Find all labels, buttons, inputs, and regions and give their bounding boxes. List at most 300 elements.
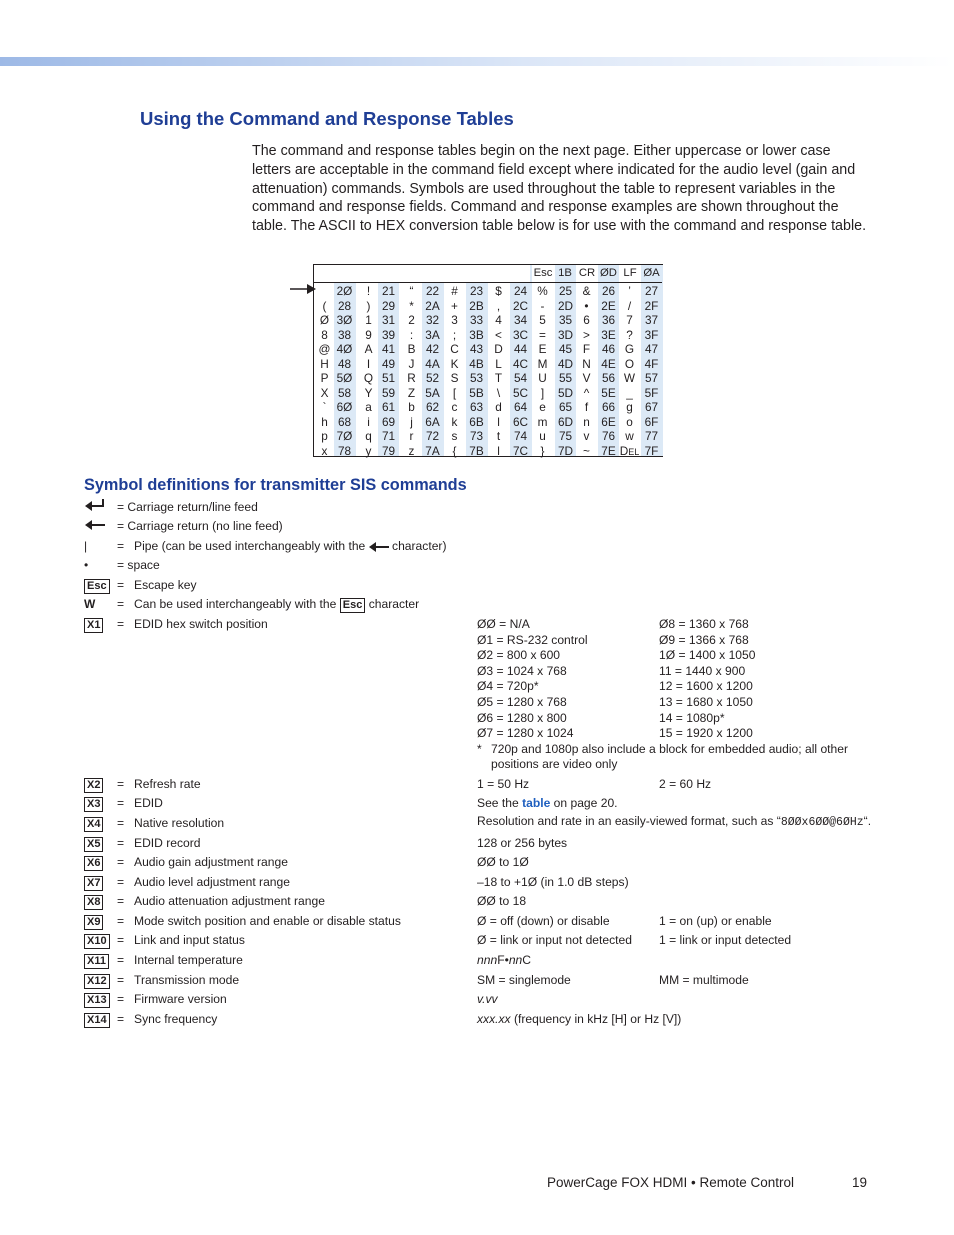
edid-position-item: Ø1 = RS-232 control (477, 632, 588, 647)
ascii-char-cell: S (450, 371, 459, 385)
variable-key-x14: X14 (84, 1012, 110, 1028)
ascii-hex-cell: 54 (513, 371, 528, 385)
ascii-hex-cell: 4Ø (336, 342, 353, 356)
ascii-hex-cell: 3C (512, 327, 529, 342)
ascii-char-cell: H (320, 356, 329, 371)
ascii-char-cell: 2 (408, 313, 415, 327)
variable-value-x14: xxx.xx (frequency in kHz [H] or Hz [V]) (477, 1012, 682, 1026)
ascii-char-cell: < (495, 327, 502, 342)
ascii-char-cell: \ (496, 385, 501, 400)
ascii-char-cell: b (408, 400, 415, 414)
edid-position-item: Ø7 = 1280 x 1024 (477, 726, 574, 741)
ascii-hex-cell: 77 (644, 429, 659, 443)
ascii-char-cell: Q (363, 371, 374, 385)
return-linefeed-icon (85, 499, 105, 511)
ascii-hex-cell: 7C (512, 443, 529, 458)
symbol-pipe-eq: = (117, 539, 125, 553)
ascii-char-cell: t (496, 429, 501, 443)
ascii-char-cell: _ (626, 385, 633, 400)
variable-value-x5: 128 or 256 bytes (477, 836, 568, 850)
variable-key-x3: X3 (84, 796, 103, 812)
ascii-hex-cell: 22 (425, 284, 440, 298)
ascii-char-cell: { (452, 443, 457, 458)
ascii-char-cell: M (537, 356, 548, 371)
ascii-hex-cell: 51 (381, 371, 396, 385)
variable-key-x8: X8 (84, 894, 103, 910)
section-heading: Using the Command and Response Tables (140, 108, 514, 129)
ascii-hex-cell: 55 (558, 371, 573, 385)
ascii-char-cell: @ (318, 342, 331, 356)
variable-desc-x9: Mode switch position and enable or disable status (134, 914, 401, 928)
return-no-linefeed-icon (85, 520, 105, 530)
ascii-char-cell: 1 (365, 313, 372, 327)
ascii-char-cell: d (495, 400, 502, 414)
ascii-hex-cell: 59 (381, 385, 396, 400)
ascii-hex-cell: 68 (337, 414, 352, 429)
ascii-char-cell: : (409, 327, 414, 342)
ascii-hex-cell: 3E (601, 327, 616, 342)
ascii-hex-cell: 3A (425, 327, 440, 342)
variable-desc-x14: Sync frequency (134, 1012, 218, 1026)
ascii-hex-cell: 31 (381, 313, 396, 327)
ascii-char-cell: D (494, 342, 503, 356)
ascii-header-cell: 1B (558, 267, 572, 279)
variable-key-x6: X6 (84, 855, 103, 871)
ascii-char-cell: ? (626, 327, 633, 342)
variable-value-x11: nnnF•nnC (477, 953, 531, 967)
ascii-hex-cell: 5A (425, 385, 440, 400)
variable-desc-x12: Transmission mode (134, 973, 240, 987)
ascii-hex-cell: 38 (337, 327, 352, 342)
ascii-char-cell: > (583, 327, 590, 342)
ascii-hex-cell: 41 (381, 342, 396, 356)
ascii-hex-cell: 45 (558, 342, 573, 356)
ascii-hex-cell: 52 (425, 371, 440, 385)
ascii-char-cell: - (540, 298, 545, 313)
ascii-char-cell: p (321, 429, 328, 443)
ascii-header-cell: LF (623, 267, 637, 279)
edid-note-mark: * (477, 742, 482, 756)
ascii-char-cell: “ (409, 284, 414, 298)
ascii-char-cell: U (538, 371, 547, 385)
ascii-hex-cell: 72 (425, 429, 440, 443)
edid-position-item: Ø3 = 1024 x 768 (477, 663, 567, 678)
ascii-hex-cell: 5C (512, 385, 529, 400)
ascii-hex-cell: 27 (644, 284, 659, 298)
ascii-hex-cell: 67 (644, 400, 659, 414)
ascii-hex-cell: 6C (512, 414, 529, 429)
ascii-hex-cell: 53 (469, 371, 484, 385)
ascii-char-cell: K (450, 356, 459, 371)
ascii-char-cell: ’ (628, 284, 631, 298)
edid-position-item: 11 = 1440 x 900 (659, 663, 746, 678)
symbol-esc-desc: Escape key (134, 578, 197, 592)
ascii-hex-cell: 61 (381, 400, 396, 414)
ascii-hex-cell: 34 (513, 313, 528, 327)
ascii-char-cell: s (451, 429, 458, 443)
ascii-hex-cell: 71 (381, 429, 396, 443)
ascii-hex-cell: 58 (337, 385, 352, 400)
ascii-hex-cell: 7D (557, 443, 574, 458)
ascii-char-cell: Y (364, 385, 373, 400)
variable-value-x3: See the table on page 20. (477, 796, 618, 810)
ascii-hex-cell: 29 (381, 298, 396, 313)
ascii-hex-cell: 21 (381, 284, 396, 298)
ascii-header-cell: ØD (600, 267, 617, 279)
ascii-char-cell: x (321, 443, 328, 458)
ascii-hex-cell: 6Ø (336, 400, 353, 414)
symbol-pipe-desc: Pipe (can be used interchangeably with the character) (134, 539, 447, 553)
variable-eq: = (117, 1012, 125, 1026)
ascii-hex-cell: 26 (601, 284, 616, 298)
ascii-hex-cell: 24 (513, 284, 528, 298)
ascii-hex-cell: 5Ø (336, 371, 353, 385)
ascii-hex-cell: 48 (337, 356, 352, 371)
ascii-char-cell: + (451, 298, 458, 313)
ascii-char-cell: N (582, 356, 591, 371)
ascii-hex-cell: 7B (469, 443, 484, 458)
page-number: 19 (852, 1175, 868, 1190)
ascii-char-cell: B (407, 342, 416, 356)
ascii-char-cell: P (320, 371, 329, 385)
ascii-hex-cell: 69 (381, 414, 396, 429)
ascii-char-cell: L (495, 356, 502, 371)
ascii-char-cell: ] (540, 385, 545, 400)
ascii-char-cell: } (540, 443, 545, 458)
edid-note-line1: 720p and 1080p also include a block for embedded audio; all other (491, 742, 849, 756)
ascii-char-cell: • (584, 298, 589, 313)
variable-eq: = (117, 855, 125, 869)
ascii-char-cell: Ø (319, 313, 330, 327)
edid-position-item: Ø2 = 800 x 600 (477, 648, 561, 663)
ascii-hex-cell: 7E (601, 443, 616, 458)
ascii-char-cell: 6 (583, 313, 590, 327)
ascii-char-cell: e (539, 400, 546, 414)
ascii-char-cell: l (497, 414, 500, 429)
ascii-char-cell: E (538, 342, 547, 356)
ascii-hex-cell: 2A (425, 298, 440, 313)
ascii-hex-cell: 6B (469, 414, 484, 429)
ascii-hex-cell: 47 (644, 342, 659, 356)
ascii-hex-cell: 7Ø (336, 429, 353, 443)
variable-desc-x11: Internal temperature (134, 953, 243, 967)
ascii-char-cell: O (624, 356, 635, 371)
ascii-hex-cell: 2E (601, 298, 616, 313)
edid-position-item: Ø8 = 1360 x 768 (659, 617, 749, 631)
variable-desc-x4: Native resolution (134, 816, 225, 830)
ascii-char-cell: G (624, 342, 635, 356)
ascii-char-cell: a (365, 400, 372, 414)
variable-key-x1: X1 (84, 617, 103, 633)
ascii-hex-cell: 5B (469, 385, 484, 400)
variable-desc-x6: Audio gain adjustment range (134, 855, 288, 869)
variable-eq: = (117, 973, 125, 987)
ascii-hex-cell: 62 (425, 400, 440, 414)
variable-value-x13: v.vv (477, 992, 498, 1006)
ascii-hex-cell: 74 (513, 429, 528, 443)
ascii-hex-cell: 3B (469, 327, 484, 342)
ascii-char-cell: r (409, 429, 414, 443)
variable-value-x10: Ø = link or input not detected (477, 933, 632, 947)
variable-value-x4: Resolution and rate in an easily-viewed format, such as “8ØØx6ØØ@6ØHz“. (477, 814, 872, 829)
symbol-space-desc: = space (117, 558, 160, 572)
symbol-w-eq: = (117, 597, 125, 611)
ascii-hex-cell: 35 (558, 313, 573, 327)
ascii-hex-cell: 5D (557, 385, 574, 400)
ascii-char-cell: ) (366, 298, 371, 313)
ascii-char-cell: % (537, 284, 548, 298)
edid-position-item: Ø6 = 1280 x 800 (477, 710, 567, 725)
variable-value-x6: ØØ to 1Ø (477, 855, 529, 869)
symbol-cr-desc: = Carriage return (no line feed) (117, 519, 283, 533)
ascii-char-cell: R (407, 371, 416, 385)
ascii-hex-cell: 4C (512, 356, 529, 371)
ascii-hex-cell: 65 (558, 400, 573, 414)
ascii-char-cell: f (584, 400, 589, 414)
ascii-char-cell: j (410, 414, 413, 429)
ascii-hex-cell: 4E (601, 356, 616, 371)
ascii-char-cell: 9 (365, 327, 372, 342)
ascii-char-cell: 8 (321, 327, 328, 342)
ascii-hex-cell: 32 (425, 313, 440, 327)
footer-title: PowerCage FOX HDMI • Remote Control (547, 1175, 795, 1190)
edid-position-item: 15 = 1920 x 1200 (659, 726, 753, 741)
ascii-hex-cell: 79 (381, 443, 396, 458)
variable-eq: = (117, 617, 125, 631)
variable-desc-x5: EDID record (134, 836, 201, 850)
ascii-hex-cell: 6F (644, 414, 659, 429)
ascii-char-cell: i (367, 414, 370, 429)
variable-eq: = (117, 914, 125, 928)
ascii-char-cell: 4 (495, 313, 502, 327)
ascii-char-cell: y (365, 443, 372, 458)
ascii-hex-cell: 6D (557, 414, 574, 429)
symbol-space-key: • (84, 558, 89, 572)
ascii-char-cell: 3 (451, 313, 458, 327)
ascii-hex-cell: 56 (601, 371, 616, 385)
variable-desc-x3: EDID (134, 796, 163, 810)
ascii-char-cell: F (582, 342, 591, 356)
edid-position-item: 13 = 1680 x 1050 (659, 695, 753, 709)
variable-value2-x2: 2 = 60 Hz (659, 777, 712, 791)
ascii-char-cell: c (451, 400, 458, 414)
ascii-char-cell: v (583, 429, 590, 443)
ascii-hex-cell: 66 (601, 400, 616, 414)
ascii-hex-cell: 46 (601, 342, 616, 356)
ascii-hex-cell: 36 (601, 313, 616, 327)
ascii-hex-cell: 57 (644, 371, 659, 385)
variable-desc-x1: EDID hex switch position (134, 617, 268, 631)
variable-key-x12: X12 (84, 973, 110, 989)
variable-eq: = (117, 777, 125, 791)
ascii-hex-cell: 5F (644, 385, 659, 400)
ascii-char-cell: I (366, 356, 371, 371)
variable-value-x9: Ø = off (down) or disable (477, 914, 610, 928)
header-gradient-bar (0, 57, 954, 66)
variable-key-x10: X10 (84, 933, 110, 949)
ascii-hex-cell: 63 (469, 400, 484, 414)
ascii-char-cell: , (496, 298, 501, 313)
return-no-linefeed-icon (369, 542, 389, 552)
ascii-char-cell: V (582, 371, 591, 385)
variable-desc-x13: Firmware version (134, 992, 227, 1006)
ascii-char-cell: m (537, 414, 548, 429)
variable-key-x11: X11 (84, 953, 109, 969)
ascii-char-cell: n (583, 414, 590, 429)
symbol-crlf-desc: = Carriage return/line feed (117, 500, 258, 514)
ascii-char-cell: W (623, 371, 636, 385)
symbol-w-desc: Can be used interchangeably with the Esc character (134, 597, 420, 611)
ascii-char-cell: ! (366, 284, 371, 298)
ascii-hex-cell: 44 (513, 342, 528, 356)
ascii-char-cell: J (408, 356, 415, 371)
ascii-hex-cell: 64 (513, 400, 528, 414)
variable-eq: = (117, 796, 125, 810)
variable-key-x2: X2 (84, 777, 103, 793)
edid-position-item: ØØ = N/A (477, 617, 530, 631)
variable-value2-x9: 1 = on (up) or enable (659, 914, 772, 928)
symbol-definitions-heading: Symbol definitions for transmitter SIS commands (84, 476, 467, 494)
variable-value2-x12: MM = multimode (659, 973, 749, 987)
ascii-hex-cell: 25 (558, 284, 573, 298)
ascii-hex-cell: 2Ø (336, 284, 353, 298)
ascii-hex-cell: 4F (644, 356, 659, 371)
ascii-char-cell: l (497, 443, 500, 458)
ascii-char-cell: ^ (583, 385, 590, 400)
ascii-char-cell: T (494, 371, 503, 385)
ascii-hex-cell: 23 (469, 284, 484, 298)
ascii-hex-table (313, 264, 663, 457)
ascii-hex-cell: 6A (425, 414, 440, 429)
ascii-hex-cell: 78 (337, 443, 352, 458)
edid-position-item: Ø9 = 1366 x 768 (659, 632, 749, 647)
variable-value-x7: –18 to +1Ø (in 1.0 dB steps) (477, 875, 629, 889)
ascii-hex-cell: 42 (425, 342, 440, 356)
ascii-header-cell: CR (578, 267, 596, 279)
variable-value2-x10: 1 = link or input detected (659, 933, 792, 947)
ascii-char-cell: h (321, 414, 328, 429)
variable-eq: = (117, 836, 125, 850)
ascii-hex-cell: 4A (425, 356, 440, 371)
ascii-char-cell: * (409, 298, 414, 313)
variable-key-x5: X5 (84, 836, 103, 852)
ascii-char-cell: u (539, 429, 546, 443)
ascii-char-cell: ~ (583, 443, 590, 458)
symbol-esc-eq: = (117, 578, 125, 592)
ascii-char-cell: X (320, 385, 329, 400)
variable-value-x12: SM = singlemode (477, 973, 571, 987)
ascii-char-cell: & (582, 284, 591, 298)
ascii-char-cell: $ (495, 284, 502, 298)
variable-eq: = (117, 992, 125, 1006)
ascii-char-cell: 5 (539, 313, 546, 327)
ascii-hex-cell: 7A (425, 443, 440, 458)
edid-note-line2: positions are video only (491, 757, 618, 771)
header-divider (314, 282, 662, 283)
ascii-char-cell: Z (407, 385, 416, 400)
variable-eq: = (117, 875, 125, 889)
ascii-hex-cell: 4D (557, 356, 574, 371)
ascii-hex-cell: 2F (644, 298, 659, 313)
edid-position-item: Ø4 = 720p* (477, 679, 539, 694)
ascii-char-cell: A (364, 342, 373, 356)
ascii-char-cell: 7 (626, 313, 633, 327)
edid-position-item: 1Ø = 1400 x 1050 (659, 648, 756, 663)
ascii-char-cell: z (408, 443, 415, 458)
ascii-header-cell: ØA (643, 267, 660, 279)
ascii-hex-cell: 75 (558, 429, 573, 443)
ascii-hex-cell: 73 (469, 429, 484, 443)
ascii-hex-cell: 49 (381, 356, 396, 371)
ascii-char-cell: = (539, 327, 546, 342)
variable-value-x8: ØØ to 18 (477, 894, 527, 908)
ascii-header-cell: Esc (533, 267, 553, 279)
ascii-char-cell: C (450, 342, 459, 356)
ascii-char-cell: ; (452, 327, 457, 342)
variable-value-x2: 1 = 50 Hz (477, 777, 530, 791)
variable-key-x7: X7 (84, 875, 103, 891)
edid-table-link[interactable]: table (522, 796, 551, 810)
symbol-esc-key: Esc (84, 578, 110, 594)
ascii-char-cell: q (365, 429, 372, 443)
ascii-hex-cell: 3Ø (336, 313, 353, 327)
variable-eq: = (117, 894, 125, 908)
variable-eq: = (117, 933, 125, 947)
edid-position-item: 14 = 1080p* (659, 710, 725, 725)
ascii-hex-cell: 3D (557, 327, 574, 342)
ascii-hex-cell: 2D (557, 298, 574, 313)
ascii-char-cell: w (625, 429, 634, 443)
variable-eq: = (117, 816, 125, 830)
ascii-hex-cell: 28 (337, 298, 352, 313)
ascii-hex-cell: 7F (644, 443, 659, 458)
ascii-hex-cell: 39 (381, 327, 396, 342)
variable-eq: = (117, 953, 125, 967)
edid-position-item: 12 = 1600 x 1200 (659, 679, 753, 694)
variable-desc-x8: Audio attenuation adjustment range (134, 894, 325, 908)
header-blank-area (314, 265, 530, 282)
symbol-w-key: W (84, 597, 96, 611)
ascii-hex-cell: 3F (644, 327, 659, 342)
ascii-hex-cell: 2B (469, 298, 484, 313)
ascii-char-cell: / (627, 298, 632, 313)
ascii-char-cell: ( (322, 298, 327, 313)
ascii-hex-cell: 33 (469, 313, 484, 327)
ascii-hex-cell: 2C (512, 298, 529, 313)
variable-desc-x2: Refresh rate (134, 777, 201, 791)
ascii-char-cell: # (451, 284, 458, 298)
ascii-hex-cell: 43 (469, 342, 484, 356)
ascii-char-cell: k (451, 414, 458, 429)
variable-desc-x10: Link and input status (134, 933, 245, 947)
ascii-char-cell: ` (322, 400, 327, 414)
ascii-char-cell: DEL (619, 443, 640, 458)
intro-paragraph: The command and response tables begin on the next page. Either uppercase or lower case letters are acceptable in the command field except where indicated for the audio level (gain and attenuation) commands. Symbols are used throughout the table to represent variables in the command and response fields. Command and response examples are shown throughout the table. The ASCII to HEX conversion table below is for use with the command and response table. (252, 143, 867, 235)
ascii-hex-cell: 4B (469, 356, 484, 371)
variable-desc-x7: Audio level adjustment range (134, 875, 290, 889)
ascii-char-cell: o (626, 414, 633, 429)
variable-key-x9: X9 (84, 914, 103, 930)
ascii-char-cell: g (626, 400, 633, 414)
ascii-hex-cell: 37 (644, 313, 659, 327)
ascii-hex-cell: 5E (601, 385, 616, 400)
edid-position-item: Ø5 = 1280 x 768 (477, 695, 567, 709)
ascii-hex-cell: 6E (601, 414, 616, 429)
variable-key-x4: X4 (84, 816, 103, 832)
ascii-char-cell: [ (452, 385, 457, 400)
symbol-pipe-key: | (84, 539, 88, 553)
variable-key-x13: X13 (84, 992, 110, 1008)
